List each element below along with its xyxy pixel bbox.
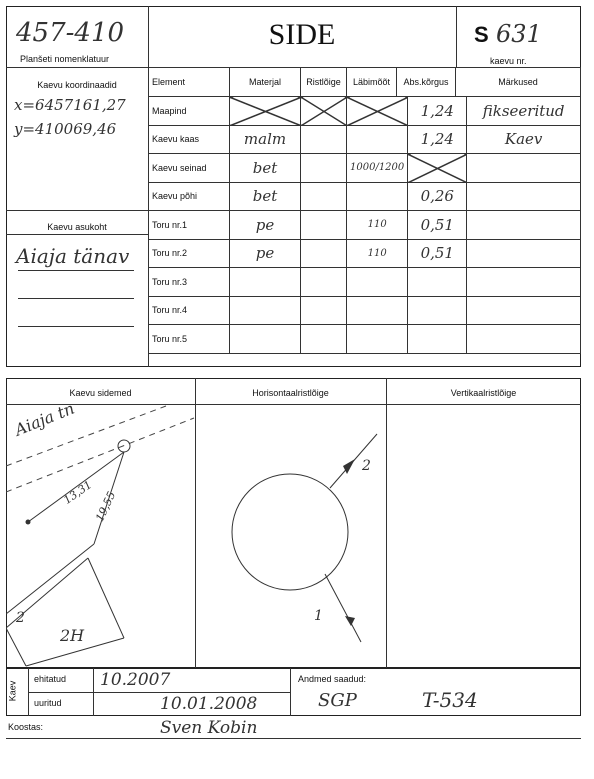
cell-abs-height: 1,24 (408, 125, 467, 154)
cell-material (230, 325, 301, 354)
building-label-b: 2H (60, 626, 85, 645)
street-label: Aiaja tn (12, 398, 78, 440)
table-row (149, 182, 581, 211)
header-notes: Märkused (456, 68, 581, 97)
cell-element: Toru nr.5 (149, 325, 230, 354)
cell-cross-section (301, 296, 347, 325)
cell-diameter (347, 296, 408, 325)
cell-abs-height: 0,51 (408, 239, 467, 268)
cell-material (230, 296, 301, 325)
cell-element: Toru nr.4 (149, 296, 230, 325)
cell-notes (467, 296, 581, 325)
table-row (149, 325, 581, 354)
built-label: ehitatud (34, 674, 67, 684)
header-element: Element (149, 68, 230, 97)
cell-diameter: 110 (347, 239, 408, 268)
horizontal-sketch (195, 404, 386, 668)
location-value: Aiaja tänav (16, 244, 130, 268)
cell-material: malm (230, 125, 301, 154)
horizontal-title: Horisontaalristlõige (252, 388, 329, 398)
data-from-b: T-534 (422, 688, 478, 712)
location-label: Kaevu asukoht (47, 222, 107, 232)
cell-abs-height: 0,51 (408, 211, 467, 240)
data-from-label: Andmed saadud: (298, 674, 367, 684)
surveyed-value: 10.01.2008 (160, 694, 258, 714)
author-value: Sven Kobin (160, 718, 258, 738)
cell-diameter: 110 (347, 211, 408, 240)
cell-element: Maapind (149, 97, 230, 126)
cell-material (230, 268, 301, 297)
header-abs-height: Abs.kõrgus (397, 68, 456, 97)
table-row (149, 125, 581, 154)
cell-diameter (347, 325, 408, 354)
data-from-a: SGP (318, 690, 357, 711)
building-label-a: 2 (16, 610, 25, 626)
cell-abs-height: 0,26 (408, 182, 467, 211)
cell-cross-section (301, 325, 347, 354)
well-elements-table (148, 67, 581, 97)
well-number-label: kaevu nr. (490, 56, 527, 66)
cell-material: pe (230, 239, 301, 268)
cell-diameter (347, 125, 408, 154)
table-row (149, 268, 581, 297)
table-row (149, 154, 581, 183)
table-row (149, 211, 581, 240)
cell-cross-section (301, 182, 347, 211)
cell-element: Toru nr.1 (149, 211, 230, 240)
built-value: 10.2007 (100, 670, 171, 690)
pipe-label-2: 2 (362, 458, 371, 474)
cell-material: bet (230, 154, 301, 183)
table-row (149, 97, 581, 126)
cell-abs-height (408, 154, 467, 183)
cell-notes (467, 154, 581, 183)
cell-cross-section (301, 154, 347, 183)
surveyed-label: uuritud (34, 698, 62, 708)
cell-notes: Kaev (467, 125, 581, 154)
well-number-value: 631 (496, 20, 542, 48)
pipe-label-1: 1 (314, 608, 323, 624)
nomenclature-value: 457-410 (16, 18, 125, 48)
coord-x: x=6457161,27 (14, 96, 126, 114)
cell-material: bet (230, 182, 301, 211)
vertical-title: Vertikaalristlõige (450, 388, 517, 398)
well-number-prefix: S (474, 22, 489, 47)
cell-abs-height (408, 325, 467, 354)
cell-diameter: 1000/1200 (347, 154, 408, 183)
well-elements-body (148, 96, 581, 354)
cell-diameter (347, 97, 408, 126)
cell-notes (467, 239, 581, 268)
cell-material: pe (230, 211, 301, 240)
table-row (149, 239, 581, 268)
header-material: Materjal (230, 68, 301, 97)
links-title: Kaevu sidemed (69, 388, 132, 398)
cell-notes (467, 325, 581, 354)
cell-cross-section (301, 268, 347, 297)
author-label: Koostas: (8, 722, 44, 732)
header-cross-section: Ristlõige (301, 68, 347, 97)
cell-element: Kaevu kaas (149, 125, 230, 154)
coord-y: y=410069,46 (14, 120, 117, 138)
cell-abs-height: 1,24 (408, 97, 467, 126)
cell-notes (467, 268, 581, 297)
cell-cross-section (301, 239, 347, 268)
cell-cross-section (301, 125, 347, 154)
page-title: SIDE (268, 18, 336, 51)
cell-element: Kaevu seinad (149, 154, 230, 183)
cell-notes: fikseeritud (467, 97, 581, 126)
cell-notes (467, 182, 581, 211)
table-row (149, 296, 581, 325)
coords-label: Kaevu koordinaadid (37, 80, 117, 90)
header-diameter: Läbimõõt (347, 68, 397, 97)
cell-diameter (347, 182, 408, 211)
nomenclature-label: Planšeti nomenklatuur (20, 54, 110, 64)
dim-label-2: 19,55 (93, 489, 119, 524)
cell-abs-height (408, 268, 467, 297)
cell-material (230, 97, 301, 126)
cell-element: Kaevu põhi (149, 182, 230, 211)
links-sketch (6, 404, 195, 668)
table-header-row (149, 68, 581, 97)
cell-element: Toru nr.3 (149, 268, 230, 297)
cell-notes (467, 211, 581, 240)
cell-cross-section (301, 97, 347, 126)
footer-side-label: Kaev (7, 680, 18, 702)
cell-abs-height (408, 296, 467, 325)
cell-element: Toru nr.2 (149, 239, 230, 268)
cell-cross-section (301, 211, 347, 240)
cell-diameter (347, 268, 408, 297)
dim-label-1: 13,31 (61, 478, 95, 507)
